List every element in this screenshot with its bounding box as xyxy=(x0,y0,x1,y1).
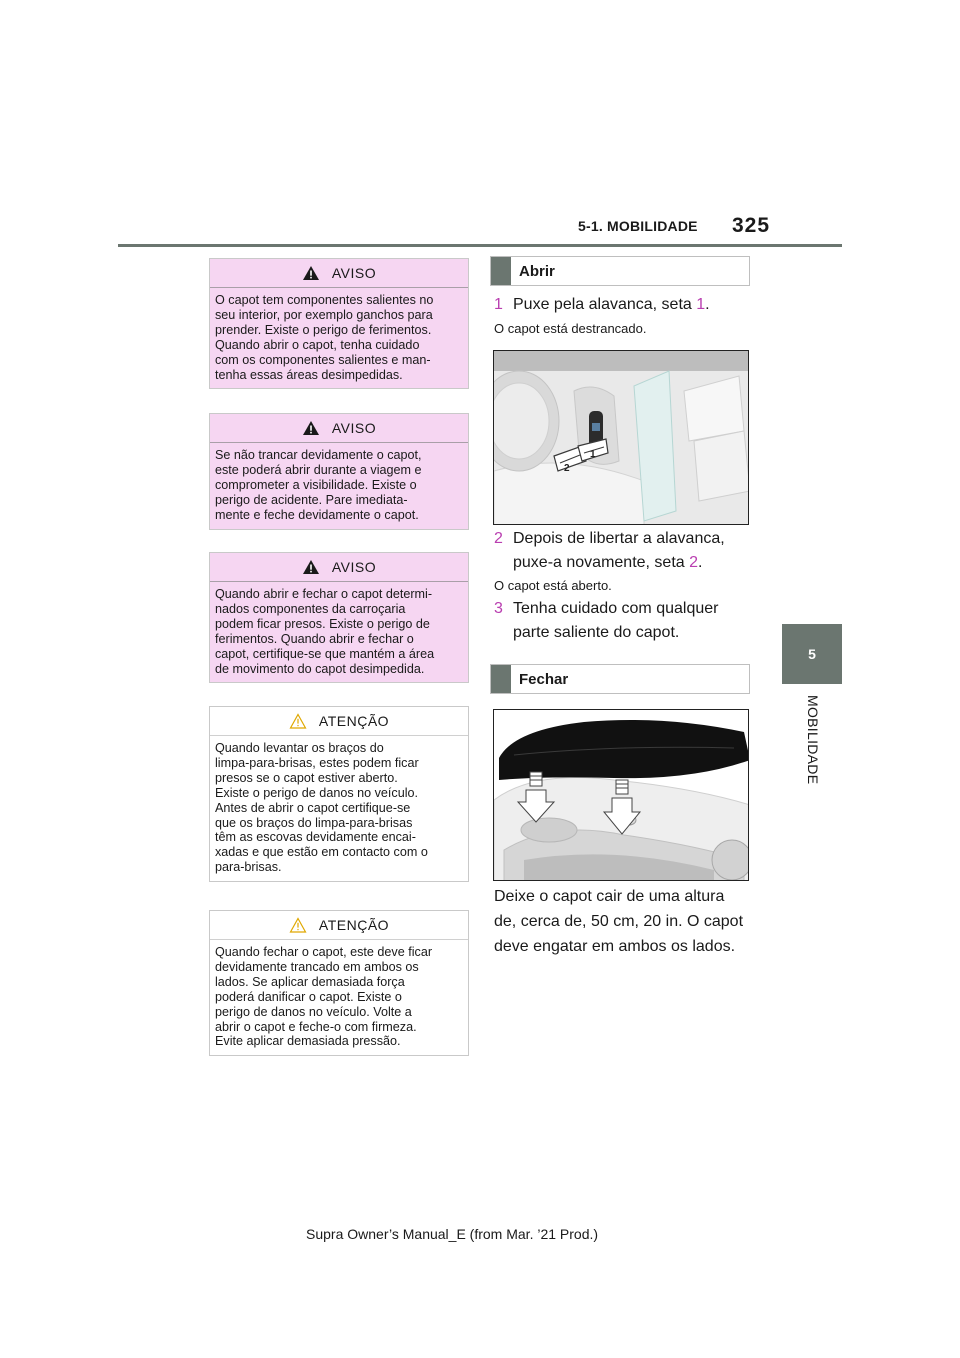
caution-box-title: ATENÇÃO xyxy=(318,713,390,729)
warning-box-header xyxy=(210,553,468,582)
step-note: O capot está aberto. xyxy=(494,578,612,593)
figure-label: 1 xyxy=(590,449,596,460)
text-line: capot, certifique-se que mantém a área xyxy=(215,646,435,661)
warning-box-text xyxy=(210,582,468,682)
caution-box xyxy=(209,706,469,882)
text-line: limpa-para-brisas, estes podem ficar xyxy=(215,755,419,770)
page-footer: Supra Owner’s Manual_E (from Mar. ’21 Prod.) xyxy=(306,1226,599,1242)
text-line: Quando abrir o capot, tenha cuidado xyxy=(215,337,420,352)
warning-box xyxy=(209,413,469,530)
section-title: 5-1. MOBILIDADE xyxy=(578,218,698,234)
step-number: 2 xyxy=(494,530,503,547)
warning-box-title: AVISO xyxy=(331,265,377,281)
text-line: que os braços do limpa-para-brisas xyxy=(215,815,413,830)
step-1 xyxy=(494,293,710,317)
text-line: perigo de danos no veículo. Volte a xyxy=(215,1004,412,1019)
section-heading-close xyxy=(490,664,750,694)
text-line: mente e feche devidamente o capot. xyxy=(215,507,419,522)
bonnet-image xyxy=(494,710,749,881)
heading-marker xyxy=(491,257,511,285)
step-number: 3 xyxy=(494,600,503,617)
warning-box-header xyxy=(210,414,468,443)
text-line: O capot tem componentes salientes no xyxy=(215,293,434,307)
step-text: parte saliente do capot. xyxy=(513,624,680,641)
lever-image xyxy=(494,351,749,525)
text-line: devidamente trancado em ambos os xyxy=(215,959,419,974)
text-line: seu interior, por exemplo ganchos para xyxy=(215,307,433,322)
lever-illustration xyxy=(493,350,749,525)
page-number: 325 xyxy=(732,214,771,237)
warning-box-text xyxy=(210,443,468,529)
caution-box-text xyxy=(210,736,468,881)
chapter-side-label: MOBILIDADE xyxy=(805,695,821,785)
heading-title: Abrir xyxy=(519,262,555,280)
figure-label: 2 xyxy=(564,463,570,474)
text-line: deve engatar em ambos os lados. xyxy=(494,938,736,955)
text-line: lados. Se aplicar demasiada força xyxy=(215,974,405,989)
text-line: para-brisas. xyxy=(215,860,282,875)
step-3 xyxy=(494,597,718,645)
text-line: com os componentes salientes e man- xyxy=(215,352,431,367)
text-line: Quando levantar os braços do xyxy=(215,741,384,755)
warning-box xyxy=(209,258,469,389)
step-text: Tenha cuidado com qualquer xyxy=(513,600,719,617)
caution-box-text xyxy=(210,940,468,1055)
text-line: comprometer a visibilidade. Existe o xyxy=(215,477,417,492)
step-number: 1 xyxy=(494,296,503,313)
step-text: puxe-a novamente, seta xyxy=(513,554,690,571)
warning-triangle-icon xyxy=(302,420,320,436)
text-line: poderá danificar o capot. Existe o xyxy=(215,989,402,1004)
close-instructions xyxy=(494,884,743,959)
text-line: de movimento do capot desimpedida. xyxy=(215,661,425,676)
warning-triangle-icon xyxy=(302,559,320,575)
bonnet-close-illustration xyxy=(493,709,749,881)
chapter-tab[interactable]: 5 xyxy=(782,624,842,684)
text-line: têm as escovas devidamente encai- xyxy=(215,830,416,845)
caution-box xyxy=(209,910,469,1056)
text-line: Deixe o capot cair de uma altura xyxy=(494,888,725,905)
step-text-end: . xyxy=(705,296,710,313)
warning-box-title: AVISO xyxy=(331,420,377,436)
warning-box-header xyxy=(210,259,468,288)
text-line: Se não trancar devidamente o capot, xyxy=(215,448,422,462)
text-line: presos se o capot estiver aberto. xyxy=(215,770,398,785)
warning-triangle-icon xyxy=(302,265,320,281)
warning-box-title: AVISO xyxy=(331,559,377,575)
text-line: Quando abrir e fechar o capot determi- xyxy=(215,587,433,601)
text-line: perigo de acidente. Pare imediata- xyxy=(215,492,408,507)
text-line: nados componentes da carroçaria xyxy=(215,601,406,616)
step-text: Depois de libertar a alavanca, xyxy=(513,530,725,547)
text-line: podem ficar presos. Existe o perigo de xyxy=(215,616,430,631)
step-text-end: . xyxy=(698,554,703,571)
text-line: este poderá abrir durante a viagem e xyxy=(215,462,422,477)
step-text: Puxe pela alavanca, seta xyxy=(513,296,697,313)
text-line: Evite aplicar demasiada pressão. xyxy=(215,1034,401,1049)
caution-triangle-icon xyxy=(289,917,307,933)
heading-marker xyxy=(491,665,511,693)
step-note: O capot está destrancado. xyxy=(494,321,647,336)
header-rule xyxy=(118,244,842,247)
text-line: abrir o capot e feche-o com firmeza. xyxy=(215,1019,417,1034)
warning-box xyxy=(209,552,469,683)
text-line: Quando fechar o capot, este deve ficar xyxy=(215,945,433,959)
heading-title: Fechar xyxy=(519,670,569,688)
caution-box-header xyxy=(210,707,468,736)
step-2 xyxy=(494,527,725,575)
caution-box-header xyxy=(210,911,468,940)
caution-box-title: ATENÇÃO xyxy=(318,917,390,933)
arrow-reference: 1 xyxy=(696,296,706,313)
text-line: xadas e que estão em contacto com o xyxy=(215,845,428,860)
caution-triangle-icon xyxy=(289,713,307,729)
text-line: prender. Existe o perigo de ferimentos. xyxy=(215,322,432,337)
text-line: ferimentos. Quando abrir e fechar o xyxy=(215,631,414,646)
section-heading-open xyxy=(490,256,750,286)
text-line: Existe o perigo de danos no veículo. xyxy=(215,785,419,800)
text-line: de, cerca de, 50 cm, 20 in. O capot xyxy=(494,913,744,930)
text-line: tenha essas áreas desimpedidas. xyxy=(215,367,403,382)
warning-box-text xyxy=(210,288,468,388)
arrow-reference: 2 xyxy=(689,554,699,571)
text-line: Antes de abrir o capot certifique-se xyxy=(215,800,411,815)
